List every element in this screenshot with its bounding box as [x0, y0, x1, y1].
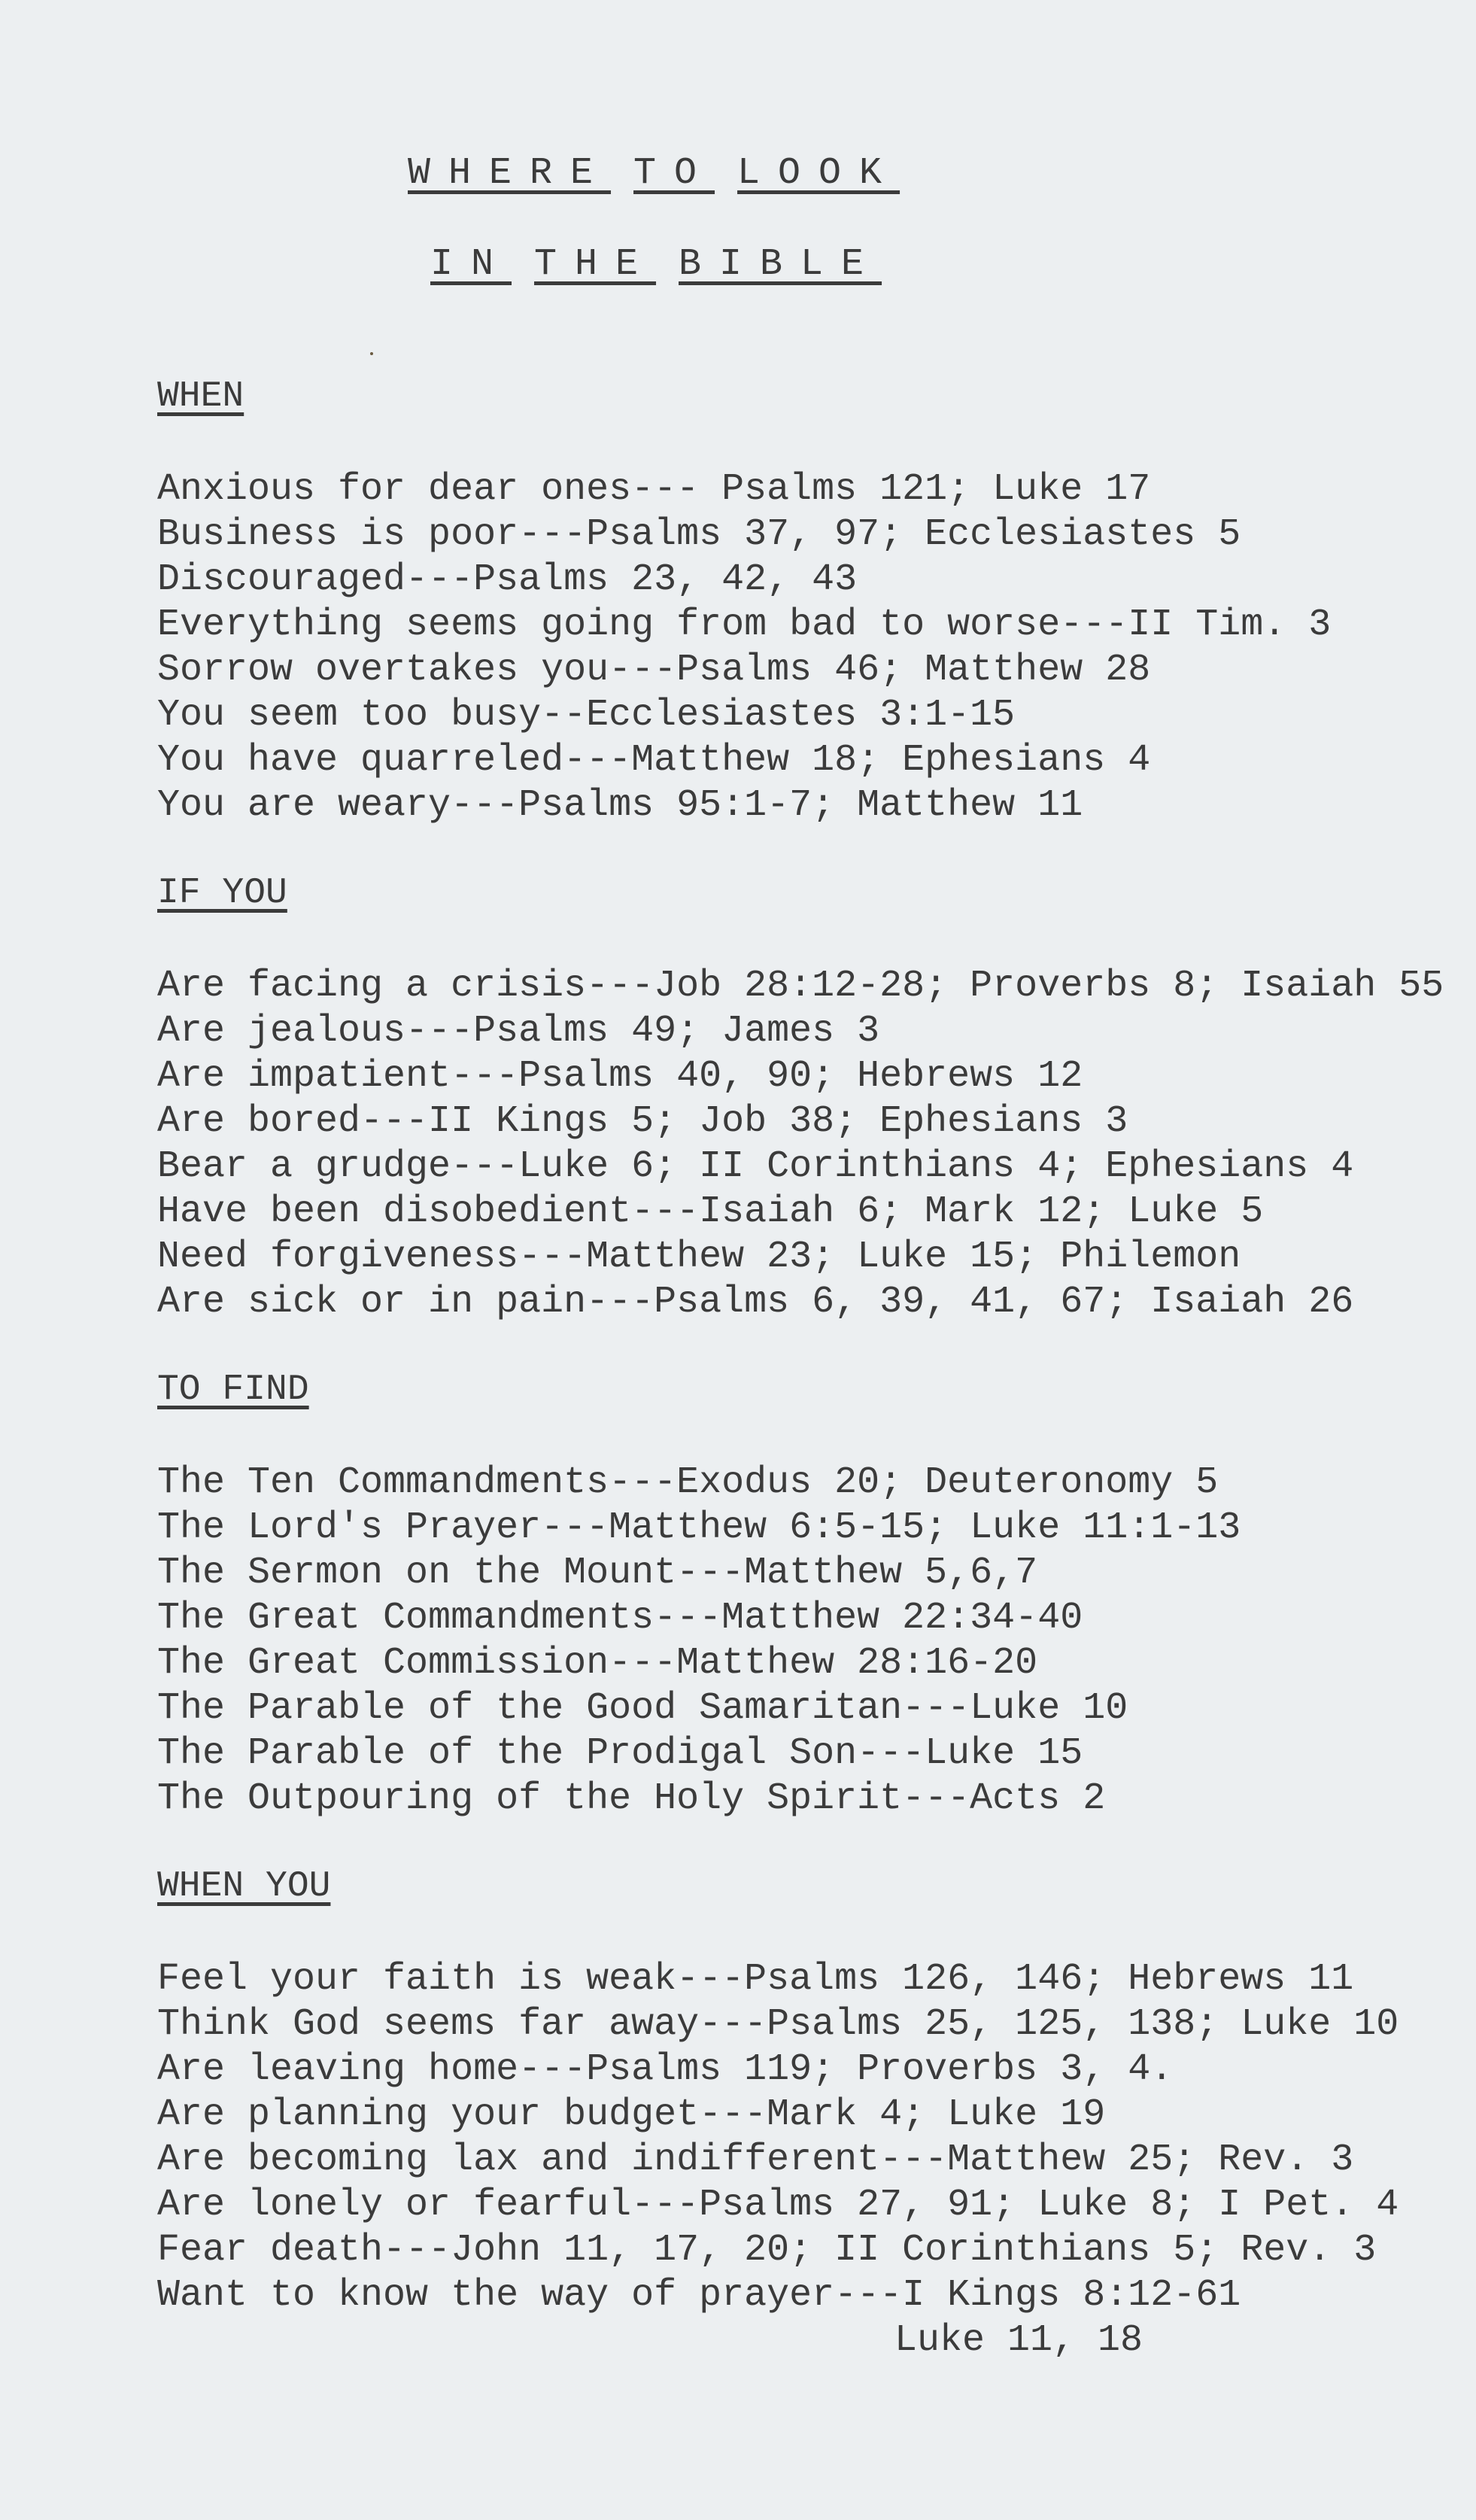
section-list-when — [157, 467, 1476, 828]
list-item: The Great Commandments---Matthew 22:34-40 — [157, 1597, 1083, 1640]
list-item: The Great Commission---Matthew 28:16-20 — [157, 1642, 1038, 1685]
list-item: You have quarreled---Matthew 18; Ephesians 4 — [157, 739, 1151, 782]
list-item: Anxious for dear ones--- Psalms 121; Luke 17 — [157, 468, 1151, 511]
title-word: BIBLE — [679, 243, 882, 286]
section-if-you — [157, 871, 1476, 1325]
title-word: TO — [633, 152, 715, 195]
list-item: Everything seems going from bad to worse---II Tim. 3 — [157, 603, 1332, 646]
list-item: The Outpouring of the Holy Spirit---Acts 2 — [157, 1777, 1106, 1820]
list-item: You seem too busy--Ecclesiastes 3:1-15 — [157, 694, 1016, 737]
section-heading-when-you: WHEN YOU — [157, 1866, 331, 1907]
title-line-1 — [408, 151, 1476, 196]
list-item: Are planning your budget---Mark 4; Luke 19 — [157, 2093, 1106, 2136]
list-item: Are lonely or fearful---Psalms 27, 91; Luke 8; I Pet. 4 — [157, 2184, 1399, 2227]
list-item: Are becoming lax and indifferent---Matthew 25; Rev. 3 — [157, 2139, 1354, 2181]
section-to-find — [157, 1367, 1476, 1822]
section-when-you — [157, 1864, 1476, 2318]
list-item: Sorrow overtakes you---Psalms 46; Matthew 28 — [157, 649, 1151, 692]
list-item: Are sick or in pain---Psalms 6, 39, 41, 67; Isaiah 26 — [157, 1281, 1354, 1324]
list-item-continuation: Luke 11, 18 — [894, 2319, 1143, 2362]
list-item: Bear a grudge---Luke 6; II Corinthians 4; Ephesians 4 — [157, 1145, 1354, 1188]
section-list-when-you — [157, 1957, 1476, 2318]
list-item: The Lord's Prayer---Matthew 6:5-15; Luke 11:1-13 — [157, 1506, 1241, 1549]
section-list-to-find — [157, 1461, 1476, 1822]
section-when — [157, 374, 1476, 828]
list-item: Are leaving home---Psalms 119; Proverbs 3, 4. — [157, 2048, 1174, 2091]
title-word: IN — [430, 243, 512, 286]
list-item: Are jealous---Psalms 49; James 3 — [157, 1010, 880, 1053]
list-item: The Ten Commandments---Exodus 20; Deuteronomy 5 — [157, 1461, 1219, 1504]
list-item: The Parable of the Prodigal Son---Luke 15 — [157, 1732, 1083, 1775]
list-item: Need forgiveness---Matthew 23; Luke 15; Philemon — [157, 1236, 1241, 1278]
section-heading-when: WHEN — [157, 376, 244, 417]
title-line-2 — [430, 242, 1476, 287]
list-item: Are facing a crisis---Job 28:12-28; Proverbs 8; Isaiah 55 — [157, 965, 1444, 1008]
list-item: You are weary---Psalms 95:1-7; Matthew 11 — [157, 784, 1083, 827]
section-heading-to-find: TO FIND — [157, 1369, 309, 1410]
section-heading-if-you: IF YOU — [157, 873, 287, 913]
list-item: The Sermon on the Mount---Matthew 5,6,7 — [157, 1552, 1038, 1594]
list-item: Are bored---II Kings 5; Job 38; Ephesians 3 — [157, 1100, 1128, 1143]
list-item: Have been disobedient---Isaiah 6; Mark 12; Luke 5 — [157, 1190, 1264, 1233]
list-item: Feel your faith is weak---Psalms 126, 146; Hebrews 11 — [157, 1958, 1354, 2001]
title-word: WHERE — [408, 152, 612, 195]
list-item: Business is poor---Psalms 37, 97; Ecclesiastes 5 — [157, 513, 1241, 556]
list-item: Want to know the way of prayer---I Kings 8:12-61 — [157, 2274, 1241, 2317]
list-item: Fear death---John 11, 17, 20; II Corinthians 5; Rev. 3 — [157, 2229, 1377, 2272]
title-word: LOOK — [737, 152, 900, 195]
paper-speck — [370, 352, 373, 355]
section-list-if-you — [157, 964, 1476, 1325]
title-word: THE — [534, 243, 657, 286]
list-item: Discouraged---Psalms 23, 42, 43 — [157, 558, 858, 601]
list-item: The Parable of the Good Samaritan---Luke 10 — [157, 1687, 1128, 1730]
list-item: Think God seems far away---Psalms 25, 125, 138; Luke 10 — [157, 2003, 1399, 2046]
list-item: Are impatient---Psalms 40, 90; Hebrews 12 — [157, 1055, 1083, 1098]
